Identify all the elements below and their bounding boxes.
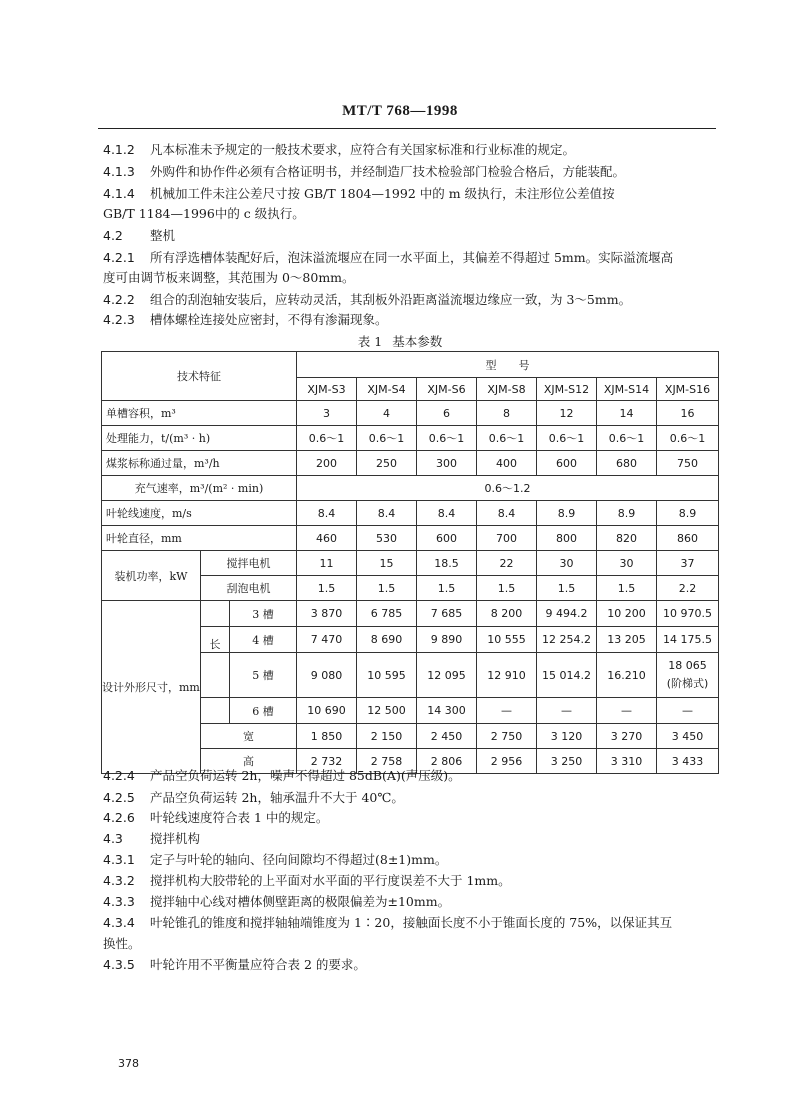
table-cell: 2 956 <box>477 749 537 774</box>
clause-4-3-4 <box>103 913 718 933</box>
table-cell: 1.5 <box>537 576 597 601</box>
table-cell: 10 555 <box>477 627 537 653</box>
table-row <box>102 451 719 476</box>
clause-text: 定子与叶轮的轴向、径向间隙均不得超过(8±1)mm。 <box>150 852 448 867</box>
table-cell: 1.5 <box>297 576 357 601</box>
table-cell: 6 <box>417 401 477 426</box>
table-cell: 4 <box>357 401 417 426</box>
table-cell: 14 300 <box>417 698 477 724</box>
table-cell: 7 685 <box>417 601 477 627</box>
row-label: 装机功率，kW <box>102 551 201 601</box>
clause-text: 叶轮许用不平衡量应符合表 2 的要求。 <box>150 957 366 972</box>
clause-number: 4.3.1 <box>103 852 135 867</box>
row-label: 充气速率，m³/(m² · min) <box>102 476 297 501</box>
table-cell: 3 450 <box>657 724 719 749</box>
row-sublabel: 宽 <box>201 724 297 749</box>
clause-number: 4.2.2 <box>103 292 135 307</box>
table-caption <box>0 332 800 350</box>
table-cell: 0.6～1 <box>537 426 597 451</box>
row-label: 煤浆标称通过量，m³/h <box>102 451 297 476</box>
clause-text-continued: GB/T 1184—1996中的 c 级执行。 <box>103 206 305 221</box>
table-cell: 8.4 <box>357 501 417 526</box>
clause-number: 4.2.3 <box>103 312 135 327</box>
clause-number: 4.2 <box>103 228 123 243</box>
clause-text: 搅拌轴中心线对槽体侧壁距离的极限偏差为±10mm。 <box>150 894 451 909</box>
page-number: 378 <box>118 1057 139 1070</box>
table-cell: 15 014.2 <box>537 653 597 698</box>
clause-4-2-4 <box>103 766 718 786</box>
table-cell: 12 095 <box>417 653 477 698</box>
table-row <box>102 551 719 576</box>
table-cell: 22 <box>477 551 537 576</box>
table-row <box>102 401 719 426</box>
table-cell: — <box>657 698 719 724</box>
table-cell <box>657 653 719 698</box>
clause-text-continued: 换性。 <box>103 936 141 951</box>
table-row <box>102 426 719 451</box>
table-cell: 250 <box>357 451 417 476</box>
model-header: XJM-S8 <box>477 378 537 401</box>
table-cell: 600 <box>537 451 597 476</box>
table-cell: 8.4 <box>417 501 477 526</box>
len-6-label: 6 槽 <box>252 704 274 718</box>
feature-header: 技术特征 <box>102 352 297 401</box>
table-cell: 680 <box>597 451 657 476</box>
len-4-label: 4 槽 <box>252 633 274 647</box>
row-sublabel <box>201 601 297 627</box>
clause-text: 凡本标准未予规定的一般技术要求，应符合有关国家标准和行业标准的规定。 <box>150 142 576 157</box>
table-cell: 8.9 <box>537 501 597 526</box>
table-cell: 12 254.2 <box>537 627 597 653</box>
table-cell: 400 <box>477 451 537 476</box>
table-cell: 3 433 <box>657 749 719 774</box>
clause-text: 叶轮线速度符合表 1 中的规定。 <box>150 810 329 825</box>
table-cell: 10 690 <box>297 698 357 724</box>
table-cell: 820 <box>597 526 657 551</box>
table-cell: 1.5 <box>357 576 417 601</box>
table-cell: 30 <box>537 551 597 576</box>
table-cell: 3 870 <box>297 601 357 627</box>
clause-4-2-2 <box>103 290 718 310</box>
table-cell: 2 150 <box>357 724 417 749</box>
table-cell: 1.5 <box>597 576 657 601</box>
table-cell: — <box>537 698 597 724</box>
table-cell: 8.9 <box>597 501 657 526</box>
clause-4-3-2 <box>103 871 718 891</box>
length-label: 长 <box>201 627 230 652</box>
clause-4-3-5 <box>103 955 718 975</box>
table-cell: 12 500 <box>357 698 417 724</box>
clause-text: 组合的刮泡轴安装后，应转动灵活，其刮板外沿距离溢流堰边缘应一致，为 3～5mm。 <box>150 292 632 307</box>
model-header: XJM-S14 <box>597 378 657 401</box>
table-cell: 8 <box>477 401 537 426</box>
clause-4-3-3 <box>103 892 718 912</box>
table-cell: 700 <box>477 526 537 551</box>
table-cell: 14 <box>597 401 657 426</box>
model-header: XJM-S16 <box>657 378 719 401</box>
clause-number: 4.1.3 <box>103 164 135 179</box>
clause-number: 4.3.3 <box>103 894 135 909</box>
table-cell: 1.5 <box>477 576 537 601</box>
table-cell: 600 <box>417 526 477 551</box>
table-row <box>102 601 719 627</box>
clause-text: 叶轮锥孔的锥度和搅拌轴轴端锥度为 1∶20，接触面长度不小于锥面长度的 75%，以保证其互 <box>150 915 673 930</box>
clause-4-3 <box>103 829 718 849</box>
clause-4-2-1-continued <box>103 268 718 288</box>
table-cell: 1 850 <box>297 724 357 749</box>
table-cell: 6 785 <box>357 601 417 627</box>
clause-number: 4.2.6 <box>103 810 135 825</box>
table-cell: 7 470 <box>297 627 357 653</box>
clause-4-1-2 <box>103 140 718 160</box>
row-sublabel <box>201 627 297 653</box>
table-cell: 8.4 <box>297 501 357 526</box>
table-cell: 2 750 <box>477 724 537 749</box>
model-header: XJM-S6 <box>417 378 477 401</box>
table-cell: 10 970.5 <box>657 601 719 627</box>
table-cell: 1.5 <box>417 576 477 601</box>
clause-4-1-4 <box>103 184 718 204</box>
table-cell: 0.6～1 <box>297 426 357 451</box>
clause-text: 外购件和协作件必须有合格证明书，并经制造厂技术检验部门检验合格后，方能装配。 <box>150 164 626 179</box>
table-row <box>102 476 719 501</box>
table-cell: 15 <box>357 551 417 576</box>
clause-number: 4.3.4 <box>103 915 135 930</box>
model-header: XJM-S12 <box>537 378 597 401</box>
table-cell: 2 732 <box>297 749 357 774</box>
table-title: 基本参数 <box>392 334 443 349</box>
clause-heading: 搅拌机构 <box>150 831 201 846</box>
table-cell: 30 <box>597 551 657 576</box>
table-cell: 0.6～1 <box>417 426 477 451</box>
basic-parameters-table <box>101 351 719 774</box>
table-cell: 750 <box>657 451 719 476</box>
table-cell: 2.2 <box>657 576 719 601</box>
table-cell: — <box>597 698 657 724</box>
header-rule <box>98 128 716 129</box>
table-cell: 8 690 <box>357 627 417 653</box>
table-cell: 9 890 <box>417 627 477 653</box>
clause-4-2 <box>103 226 718 246</box>
clause-number: 4.3.2 <box>103 873 135 888</box>
table-cell: 8 200 <box>477 601 537 627</box>
clause-number: 4.3.5 <box>103 957 135 972</box>
table-cell-merged: 0.6～1.2 <box>297 476 719 501</box>
table-cell: 8.9 <box>657 501 719 526</box>
table-row <box>102 526 719 551</box>
row-label: 叶轮线速度，m/s <box>102 501 297 526</box>
table-cell: 18.5 <box>417 551 477 576</box>
table-cell: 200 <box>297 451 357 476</box>
table-cell: 14 175.5 <box>657 627 719 653</box>
clause-4-3-4-continued <box>103 934 718 954</box>
clause-text: 搅拌机构大胶带轮的上平面对水平面的平行度误差不大于 1mm。 <box>150 873 511 888</box>
clause-4-1-4-continued <box>103 204 718 224</box>
row-sublabel: 刮泡电机 <box>201 576 297 601</box>
table-cell: 9 494.2 <box>537 601 597 627</box>
clause-number: 4.2.5 <box>103 790 135 805</box>
table-cell: — <box>477 698 537 724</box>
table-row <box>102 501 719 526</box>
clause-4-3-1 <box>103 850 718 870</box>
table-cell: 13 205 <box>597 627 657 653</box>
table-cell: 0.6～1 <box>477 426 537 451</box>
table-cell: 2 758 <box>357 749 417 774</box>
table-cell: 3 120 <box>537 724 597 749</box>
row-sublabel <box>201 698 297 724</box>
clause-text: 所有浮选槽体装配好后，泡沫溢流堰应在同一水平面上，其偏差不得超过 5mm。实际溢流堰高 <box>150 250 674 265</box>
table-number: 表 1 <box>357 334 383 349</box>
table-cell: 0.6～1 <box>657 426 719 451</box>
table-cell: 3 270 <box>597 724 657 749</box>
table-cell: 2 450 <box>417 724 477 749</box>
model-header: XJM-S3 <box>297 378 357 401</box>
table-cell: 16 <box>657 401 719 426</box>
clause-number: 4.3 <box>103 831 123 846</box>
table-cell: 9 080 <box>297 653 357 698</box>
table-cell: 530 <box>357 526 417 551</box>
table-cell: 460 <box>297 526 357 551</box>
table-cell: 3 <box>297 401 357 426</box>
table-cell: 300 <box>417 451 477 476</box>
table-cell: 0.6～1 <box>597 426 657 451</box>
table-cell: 12 910 <box>477 653 537 698</box>
table-cell: 3 250 <box>537 749 597 774</box>
clause-heading: 整机 <box>150 228 176 243</box>
table-cell: 12 <box>537 401 597 426</box>
clause-4-2-1 <box>103 248 718 268</box>
clause-number: 4.2.4 <box>103 768 135 783</box>
clause-number: 4.1.4 <box>103 186 135 201</box>
table-cell: 0.6～1 <box>357 426 417 451</box>
clause-text: 机械加工件未注公差尺寸按 GB/T 1804—1992 中的 m 级执行，未注形位公差值按 <box>150 186 615 201</box>
table-cell: 16.210 <box>597 653 657 698</box>
model-header: XJM-S4 <box>357 378 417 401</box>
row-sublabel: 高 <box>201 749 297 774</box>
row-sublabel: 搅拌电机 <box>201 551 297 576</box>
len-3-label: 3 槽 <box>252 607 274 621</box>
clause-4-1-3 <box>103 162 718 182</box>
row-label: 设计外形尺寸，mm <box>102 601 201 774</box>
table-cell-value: 18 065 <box>668 659 707 672</box>
clause-text: 产品空负荷运转 2h，噪声不得超过 85dB(A)(声压级)。 <box>150 768 461 783</box>
row-label: 处理能力，t/(m³ · h) <box>102 426 297 451</box>
clause-4-2-3 <box>103 310 718 330</box>
table-cell: 8.4 <box>477 501 537 526</box>
table-cell: 3 310 <box>597 749 657 774</box>
table-cell: 2 806 <box>417 749 477 774</box>
table-header-row <box>102 352 719 378</box>
row-label: 叶轮直径，mm <box>102 526 297 551</box>
clause-number: 4.1.2 <box>103 142 135 157</box>
row-sublabel <box>201 653 297 698</box>
row-label: 单槽容积，m³ <box>102 401 297 426</box>
table-cell: 10 595 <box>357 653 417 698</box>
table-cell: 860 <box>657 526 719 551</box>
table-cell: 11 <box>297 551 357 576</box>
len-5-label: 5 槽 <box>252 669 274 682</box>
clause-number: 4.2.1 <box>103 250 135 265</box>
table-cell-note: (阶梯式) <box>666 677 709 690</box>
table-cell: 10 200 <box>597 601 657 627</box>
table-cell: 37 <box>657 551 719 576</box>
table-cell: 800 <box>537 526 597 551</box>
model-group-header: 型 号 <box>297 352 719 378</box>
clause-text-continued: 度可由调节板来调整，其范围为 0～80mm。 <box>103 270 355 285</box>
clause-4-2-6 <box>103 808 718 828</box>
clause-4-2-5 <box>103 788 718 808</box>
clause-text: 产品空负荷运转 2h，轴承温升不大于 40℃。 <box>150 790 404 805</box>
standard-header: MT/T 768—1998 <box>342 103 458 119</box>
clause-text: 槽体螺栓连接处应密封，不得有渗漏现象。 <box>150 312 388 327</box>
